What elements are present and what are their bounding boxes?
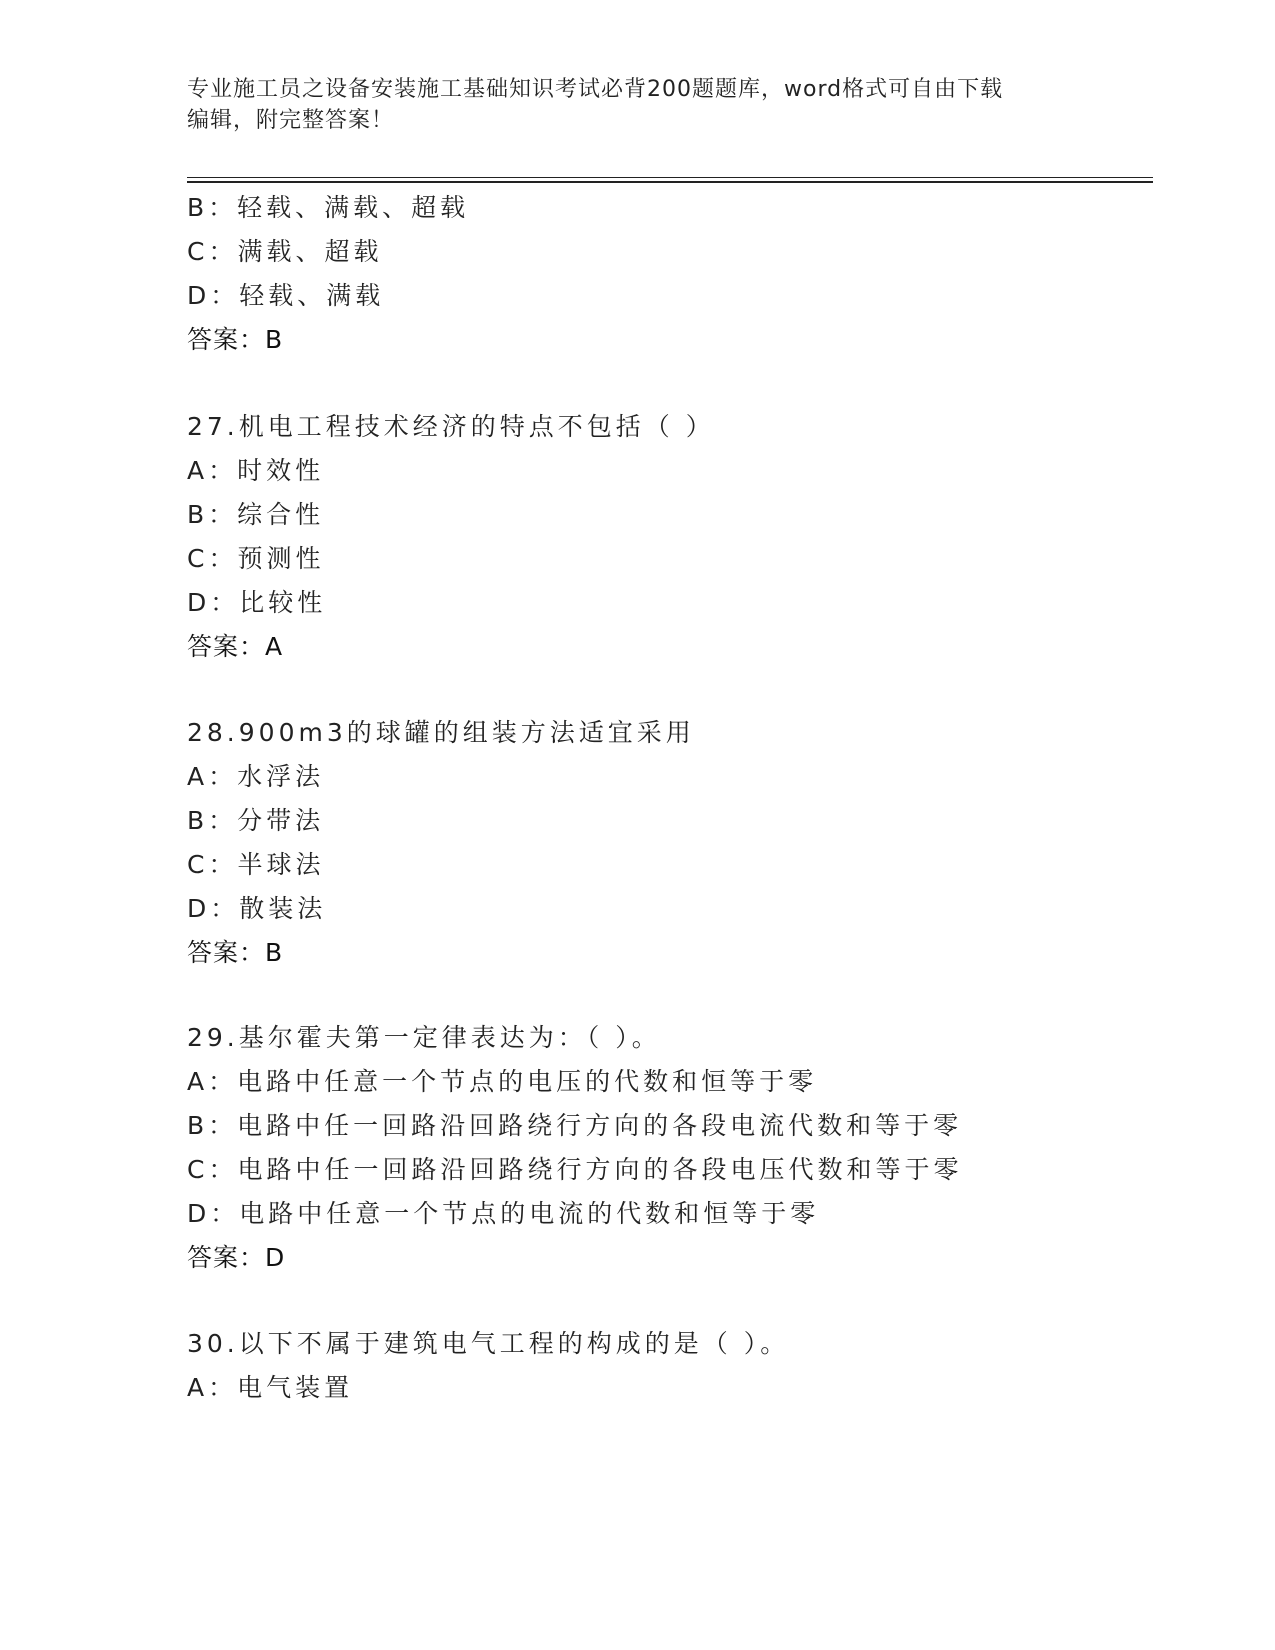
q27-option-a: A：时效性 [187, 456, 325, 485]
q29-question: 29.基尔霍夫第一定律表达为：（ ）。 [187, 1023, 661, 1052]
q29-option-c: C：电路中任一回路沿回路绕行方向的各段电压代数和等于零 [187, 1155, 963, 1184]
q29-option-a: A：电路中任意一个节点的电压的代数和恒等于零 [187, 1067, 818, 1096]
q26-option-c: C：满载、超载 [187, 237, 383, 266]
q28-option-d: D：散装法 [187, 894, 327, 923]
q26-option-b: B：轻载、满载、超载 [187, 193, 470, 222]
q28-option-c: C：半球法 [187, 850, 325, 879]
q27-option-b: B：综合性 [187, 500, 325, 529]
q27-option-c: C：预测性 [187, 544, 325, 573]
q29-answer: 答案：D [187, 1243, 286, 1272]
header-title-line-2: 编辑，附完整答案！ [187, 108, 395, 133]
q26-option-d: D：轻载、满载 [187, 281, 385, 310]
q30-question: 30.以下不属于建筑电气工程的构成的是（ ）。 [187, 1329, 790, 1358]
q26-answer: 答案：B [187, 325, 284, 354]
q28-option-a: A：水浮法 [187, 762, 325, 791]
q27-question: 27.机电工程技术经济的特点不包括（ ） [187, 412, 715, 441]
q28-answer: 答案：B [187, 938, 284, 967]
header-title-line-1: 专业施工员之设备安装施工基础知识考试必背200题题库，word格式可自由下载 [187, 77, 1004, 102]
q28-question: 28.900m3的球罐的组装方法适宜采用 [187, 718, 695, 747]
q30-option-a: A：电气装置 [187, 1373, 354, 1402]
q29-option-b: B：电路中任一回路沿回路绕行方向的各段电流代数和等于零 [187, 1111, 963, 1140]
q29-option-d: D：电路中任意一个节点的电流的代数和恒等于零 [187, 1199, 820, 1228]
header-divider-thick [187, 181, 1153, 183]
header-divider-thin [187, 177, 1153, 178]
document-header [187, 74, 1067, 136]
q28-option-b: B：分带法 [187, 806, 325, 835]
q27-option-d: D：比较性 [187, 588, 327, 617]
q27-answer: 答案：A [187, 632, 284, 661]
